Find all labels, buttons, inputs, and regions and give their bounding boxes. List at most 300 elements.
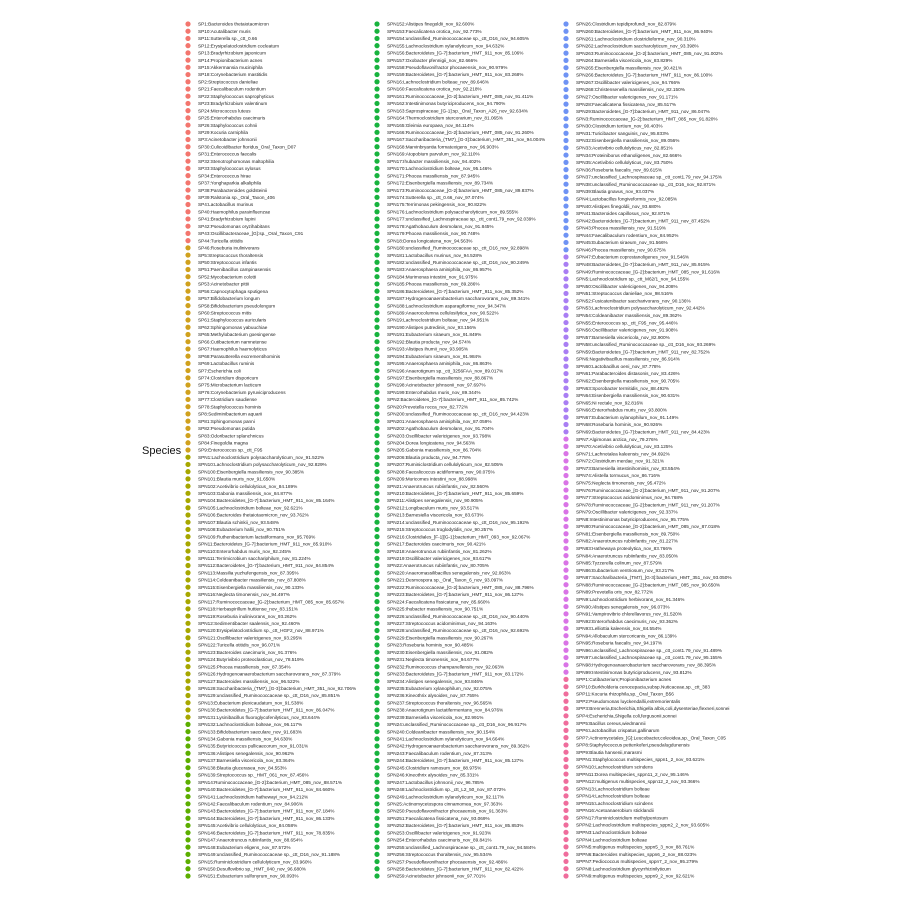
legend-dot <box>374 592 379 597</box>
legend-dot <box>374 736 379 741</box>
legend-label: SPN119:Roseburia inulinivorans_nov_93.262% <box>198 613 297 619</box>
legend-label: SPN3:Ruminococcaceae_[G-2]:bacterium_HMT_085_nov_91.820% <box>576 116 718 122</box>
legend-dot <box>185 570 190 575</box>
legend-dot <box>563 167 568 172</box>
legend-label: SPN254:Enterorhabdus caecimuris_nov_89.841% <box>387 837 492 843</box>
legend-dot <box>185 310 190 315</box>
legend-label: SPPN12:multigenus multispecies_sppn12_2_nov_93.366% <box>576 779 700 785</box>
legend-dot <box>374 527 379 532</box>
legend-label: SPN153:Faecalicatena orotica_nov_92.773% <box>387 28 482 34</box>
legend-dot <box>374 94 379 99</box>
legend-label: SPP7:Actinomycetales_[G]:Leucobacter,coleoidea,sp._Oral_Taxon_C05 <box>576 735 726 741</box>
legend-dot <box>374 512 379 517</box>
legend-dot <box>563 582 568 587</box>
legend-dot <box>374 852 379 857</box>
legend-dot <box>185 224 190 229</box>
legend-label: SPPN8:Lachnoclostridium glycyrrhizinilyticum <box>576 866 671 872</box>
legend-dot <box>563 728 568 733</box>
legend-dot <box>185 736 190 741</box>
legend-dot <box>563 415 568 420</box>
legend-label: SPN82:Anaerotruncus rubiinfantis_nov_81.227% <box>576 538 678 544</box>
legend-dot <box>563 342 568 347</box>
legend-label: SPN157:Oxobacter pfennigii_nov_82.666% <box>387 57 478 63</box>
legend-label: SPN105:Lachnoclostridium bolteae_nov_92.621% <box>198 505 303 511</box>
legend-label: SPPN2:Lachnoclostridium multispecies_sppn2_2_nov_93.605% <box>576 822 710 828</box>
legend-label: SPPN14:Lachnoclostridium bolteae <box>576 793 650 799</box>
legend-label: SPN143:Bacteroidetes_[G-7]:bacterium_HMT_911_nov_87.184% <box>198 808 335 814</box>
legend-label: SPN38:unclassified_Ruminococcaceae sp._ctt_D16_nov_92.871% <box>576 181 716 187</box>
legend-label: SPN18:Dorea longicatena_nov_94.563% <box>387 238 473 244</box>
legend-label: SPN36:Roseburia faecalis_nov_89.615% <box>576 167 662 173</box>
legend-label: SPN152:Alistipes finegoldii_nov_92.600% <box>387 21 475 27</box>
legend-dot <box>374 281 379 286</box>
legend-label: SPN158:Pseudoflavonifractor phocaeensis_nov_90.979% <box>387 65 508 71</box>
legend-label: SPN56:Oscillibacter valericigenes_nov_91.908% <box>576 327 678 333</box>
legend-dot <box>374 274 379 279</box>
legend-dot <box>185 187 190 192</box>
legend-dot <box>374 130 379 135</box>
legend-label: SPN264:Barnesiella viscericola_nov_83.829% <box>576 58 673 64</box>
legend-dot <box>563 655 568 660</box>
legend-dot <box>185 339 190 344</box>
legend-label: SPN258:Bacteroidetes_[G-7]:bacterium_HMT_911_nov_82.422% <box>387 866 524 872</box>
legend-dot <box>563 560 568 565</box>
legend-dot <box>374 808 379 813</box>
legend-dot <box>563 553 568 558</box>
legend-label: SPN34:Proteiniborus ethanoligenes_nov_82.666% <box>576 152 682 158</box>
legend-label: SPN216:Clostridiales_[F-1][G-1]:bacterium_HMT_093_nov_92.067% <box>387 534 531 540</box>
legend-dot <box>374 563 379 568</box>
legend-dot <box>374 209 379 214</box>
legend-dot <box>563 597 568 602</box>
legend-label: SPN217:Bacteroides caecimuris_nov_90.421% <box>387 541 486 547</box>
legend-label: SPN145:Acetivibrio cellulolyticus_nov_84.058% <box>198 823 298 829</box>
legend-label: SPN194:Eubacterium siraeum_nov_91.984% <box>387 353 482 359</box>
legend-label: SPN11:Bacteroidetes_[G-7]:bacterium_HMT_911_nov_85.910% <box>198 541 332 547</box>
legend-label: SP7:Escherichia coli <box>198 368 241 374</box>
legend-label: SPN177:unclassified_Lachnospiraceae sp._ctt_cont1.79_nov_92.039% <box>387 216 536 222</box>
legend-dot <box>374 440 379 445</box>
legend-label: SPN185:Phocea massiliensis_nov_89.286% <box>387 281 480 287</box>
legend-label: SPN109:Ruthenibacterium lactatiformans_nov_95.769% <box>198 534 316 540</box>
legend-label: SPN250:Pseudoflavonifractor phocaeensis_nov_91.363% <box>387 808 508 814</box>
legend-label: SPN134:Gabonia massiliensis_nov_84.630% <box>198 736 293 742</box>
legend-dot <box>185 520 190 525</box>
legend-dot <box>185 115 190 120</box>
legend-label: SPN42:Bacteroidetes_[G-7]:bacterium_HMT_911_nov_87.452% <box>576 218 710 224</box>
legend-dot <box>563 386 568 391</box>
legend-label: SPN196:Anaerotignum sp._ctt_3256FAA_nov_89.017% <box>387 368 504 374</box>
legend-label: SP29:Kocuria carniphila <box>198 130 249 136</box>
legend-label: SPN173:Ruminococcaceae_[G-2]:bacterium_HMT_085_nov_89.837% <box>387 187 534 193</box>
legend-dot <box>374 650 379 655</box>
legend-dot <box>374 664 379 669</box>
legend-dot <box>374 332 379 337</box>
legend-label: SPN8:Intestinimonas butyriciproducens_nov_95.775% <box>576 516 690 522</box>
legend-dot <box>185 426 190 431</box>
legend-label: SPN160:Faecalicatena orotica_nov_92.218% <box>387 86 482 92</box>
legend-dot <box>374 447 379 452</box>
legend-dot <box>185 772 190 777</box>
legend-dot <box>374 599 379 604</box>
legend-label: SP81:Sphingomonas panni <box>198 418 255 424</box>
legend-label: SPN201:Anaerosphaera aminiphila_nov_87.059% <box>387 418 492 424</box>
legend-label: SPPN5:multigenus multispecies_sppn5_3_nov_88.761% <box>576 844 695 850</box>
legend-label: SP12:Erysipelatoclostridium cocleatum <box>198 43 280 49</box>
legend-label: SPN14:Ruminococcaceae_[G-2]:bacterium_HMT_085_nov_88.571% <box>198 779 343 785</box>
legend-label: SPN167:Saccharibacteria_(TM7)_[G-3]:bacterium_HMT_351_nov_94.004% <box>387 137 546 143</box>
legend-dot <box>374 866 379 871</box>
legend-label: SPN108:Eubacterium hallii_nov_90.751% <box>198 527 286 533</box>
legend-label: SPN166:Ruminococcaceae_[G-2]:bacterium_HMT_085_nov_91.260% <box>387 130 534 136</box>
legend-label: SPN112:Bacteroidetes_[G-7]:bacterium_HMT_911_nov_84.854% <box>198 563 335 569</box>
legend-dot <box>185 700 190 705</box>
legend-label: SPN52:Fusicatenibacter saccharivorans_nov_90.136% <box>576 298 691 304</box>
legend-dot <box>185 29 190 34</box>
legend-label: SPN46:Phocea massiliensis_nov_90.675% <box>576 247 666 253</box>
legend-dot <box>563 473 568 478</box>
legend-label: SP2:Streptococcus danieliae <box>198 79 258 85</box>
legend-dot <box>374 498 379 503</box>
legend-dot <box>563 786 568 791</box>
legend-label: SPPN9:multigenus multispecies_sppn9_2_nov_92.621% <box>576 873 695 879</box>
legend-label: SPN2:Bacteroidetes_[G-7]:bacterium_HMT_911_nov_85.742% <box>387 397 519 403</box>
legend-dot <box>563 538 568 543</box>
legend-label: SPN51:Streptococcus danieliae_nov_98.516% <box>576 291 674 297</box>
legend-dot <box>374 541 379 546</box>
legend-dot <box>185 390 190 395</box>
legend-dot <box>185 628 190 633</box>
legend-label: SPN137:Barnesiella viscericola_nov_83.364% <box>198 758 295 764</box>
legend-dot <box>374 671 379 676</box>
legend-dot <box>185 758 190 763</box>
legend-dot <box>563 633 568 638</box>
legend-label: SPN66:Enterorhabdus muris_nov_93.800% <box>576 407 667 413</box>
legend-label: SPN176:Lachnoclostridium polysaccharolyticum_nov_89.555% <box>387 209 519 215</box>
legend-label: SPN7:Algimonas arctica_nov_79.276% <box>576 436 658 442</box>
legend-dot <box>563 378 568 383</box>
legend-dot <box>185 816 190 821</box>
legend-dot <box>563 568 568 573</box>
legend-dot <box>185 101 190 106</box>
legend-label: SPP2:Pseudomonas luyckendallii,extremorientalis <box>576 698 681 704</box>
legend-label: SP15:Akkermansia muciniphila <box>198 65 263 71</box>
legend-label: SPN239:Barnesiella viscericola_nov_82.991% <box>387 714 484 720</box>
legend-label: SPN247:Lactobacillus johnsonii_nov_96.785% <box>387 779 484 785</box>
legend-dot <box>374 816 379 821</box>
legend-label: SPP1:Cutibacterium;Propionibacterium acnes <box>576 677 672 683</box>
legend-dot <box>185 484 190 489</box>
legend-title: Species <box>142 445 182 457</box>
legend-label: SP44:Turicella otitidis <box>198 238 243 244</box>
legend-dot <box>185 21 190 26</box>
legend-dot <box>563 495 568 500</box>
legend-label: SPN39:Blautia gnavus_nov_93.037% <box>576 189 655 195</box>
legend-dot <box>374 642 379 647</box>
legend-label: SPN16:Lachnoclostridium bolteae_nov_89.646% <box>387 79 489 85</box>
legend-label: SP32:Stenotrophomonas maltophilia <box>198 158 275 164</box>
legend-label: SP10:Acutalibacter muris <box>198 28 251 34</box>
legend-label: SPN122:Turicella otitidis_nov_96.071% <box>198 642 281 648</box>
legend-label: SPPN10:Lachnoclostridium scindens <box>576 764 653 770</box>
legend-label: SPN59:Bacteroidetes_[G-7]:bacterium_HMT_911_nov_82.752% <box>576 349 710 355</box>
legend-dot <box>185 707 190 712</box>
legend-label: SP22:Staphylococcus saprophyticus <box>198 93 274 99</box>
legend-label: SPP5:Bacillus cereus,wiedmannii <box>576 720 646 726</box>
legend-dot <box>374 830 379 835</box>
legend-label: SPN80:Ruminococcaceae_[G-2]:bacterium_HMT_085_nov_87.018% <box>576 524 721 530</box>
legend-dot <box>185 635 190 640</box>
legend-label: SPN25:Actinomycetospora cinnamomea_nov_97.363% <box>387 801 503 807</box>
legend-label: SPN86:Eubacterium ventriosum_nov_93.217% <box>576 567 674 573</box>
legend-dot <box>374 751 379 756</box>
legend-dot <box>185 693 190 698</box>
legend-dot <box>374 455 379 460</box>
legend-dot <box>563 859 568 864</box>
legend-dot <box>374 585 379 590</box>
legend-dot <box>563 189 568 194</box>
legend-dot <box>185 72 190 77</box>
legend-label: SPN71:Lachnotalea kaleensis_nov_84.692% <box>576 451 670 457</box>
legend-label: SP37:Yonghaparkia alkaliphila <box>198 180 262 186</box>
legend-dot <box>185 765 190 770</box>
legend-label: SPN186:Bacteroidetes_[G-7]:bacterium_HMT_911_nov_85.352% <box>387 288 524 294</box>
legend-dot <box>185 541 190 546</box>
legend-dot <box>374 173 379 178</box>
legend-label: SPN249:Lachnoclostridium xylanolyticum_nov_92.117% <box>387 794 504 800</box>
legend-dot <box>185 433 190 438</box>
legend-label: SP57:Bifidobacterium longum <box>198 296 260 302</box>
legend-label: SPN22:Anaerotruncus rubiinfantis_nov_80.705% <box>387 563 489 569</box>
legend-dot <box>374 21 379 26</box>
legend-dot <box>374 115 379 120</box>
legend-label: SPN195:Anaerosphaera aminiphila_nov_86.863% <box>387 361 492 367</box>
legend-label: SPN234:Alistipes senegalensis_nov_93.846% <box>387 678 484 684</box>
legend-dot <box>185 36 190 41</box>
legend-label: SPN69:Bacteroidetes_[G-7]:bacterium_HMT_911_nov_84.423% <box>576 429 710 435</box>
legend-dot <box>185 837 190 842</box>
legend-dot <box>563 793 568 798</box>
legend-label: SPN197:Eisenbergiella massiliensis_nov_88.867% <box>387 375 494 381</box>
legend-label: SPN146:Bacteroidetes_[G-7]:bacterium_HMT_911_nov_78.835% <box>198 830 335 836</box>
legend-label: SPN58:unclassified_Ruminococcaceae sp._ctt_D16_nov_93.269% <box>576 342 716 348</box>
legend-label: SPP4:Escherichia,Shigella coli,fergusonii,sonnei <box>576 713 677 719</box>
legend-dot <box>563 320 568 325</box>
legend-dot <box>185 678 190 683</box>
legend-label: SP3:Acinetobacter johnsonii <box>198 137 257 143</box>
legend-dot <box>185 289 190 294</box>
legend-dot <box>563 400 568 405</box>
legend-dot <box>185 440 190 445</box>
legend-dot <box>185 94 190 99</box>
legend-label: SPN43:Phocea massiliensis_nov_91.519% <box>576 225 666 231</box>
legend-dot <box>185 79 190 84</box>
legend-label: SPN238:Anaerotignum lactatifermentans_nov_84.976% <box>387 707 504 713</box>
legend-dot <box>374 202 379 207</box>
legend-dot <box>185 491 190 496</box>
legend-label: SPN205:Gabonia massiliensis_nov_86.704% <box>387 447 482 453</box>
legend-label: SPN193:Alistipes ihumii_nov_93.905% <box>387 346 469 352</box>
legend-label: SPN87:Saccharibacteria_(TM7)_[G-3]:bacterium_HMT_351_nov_93.050% <box>576 575 732 581</box>
legend-dot <box>374 180 379 185</box>
legend-dot <box>563 393 568 398</box>
legend-label: SPPN17:Ruminiclostridium methylpentosum <box>576 815 668 821</box>
legend-dot <box>185 195 190 200</box>
legend-dot <box>374 772 379 777</box>
legend-label: SPN256:Streptococcus thoraltensis_nov_95.534% <box>387 852 493 858</box>
legend-dot <box>374 43 379 48</box>
legend-label: SPN222:Ruminococcaceae_[G-2]:bacterium_HMT_085_nov_88.796% <box>387 584 534 590</box>
legend-dot <box>185 808 190 813</box>
legend-label: SPN129:unclassified_Ruminococcaceae sp._ctt_D16_nov_85.851% <box>198 693 341 699</box>
legend-dot <box>563 80 568 85</box>
legend-label: SPPN1:Staphylococcus multispecies_sppn1_2_nov_93.621% <box>576 757 705 763</box>
legend-label: SPN113:Massilia yuzhufengensis_nov_87.395% <box>198 570 299 576</box>
legend-label: SPN240:Coldeanibacter massiliensis_nov_90.154% <box>387 729 496 735</box>
legend-dot <box>374 382 379 387</box>
legend-label: SPN252:Bacteroidetes_[G-7]:bacterium_HMT_911_nov_85.853% <box>387 823 524 829</box>
legend-dot <box>185 332 190 337</box>
legend-label: SPN110:Enterorhabdus muris_nov_92.245% <box>198 548 292 554</box>
legend-dot <box>563 51 568 56</box>
legend-label: SP51:Paenibacillus campinasensis <box>198 267 271 273</box>
legend-dot <box>563 196 568 201</box>
legend-label: SPN125:Phocea massiliensis_nov_87.354% <box>198 664 291 670</box>
legend-dot <box>563 436 568 441</box>
legend-dot <box>374 484 379 489</box>
legend-dot <box>374 303 379 308</box>
legend-dot <box>563 750 568 755</box>
legend-label: SP4:Lactobacillus murinus <box>198 202 254 208</box>
legend-dot <box>374 231 379 236</box>
legend-label: SPP11:Kocuria rhizophila,sp._Oral_Taxon_B56 <box>576 691 674 697</box>
legend-dot <box>374 686 379 691</box>
legend-label: SPN199:Enterorhabdus muris_nov_89.344% <box>387 389 481 395</box>
legend-dot <box>563 29 568 34</box>
legend-label: SPN162:Intestinimonas butyriciproducens_nov_94.790% <box>387 101 506 107</box>
legend-dot <box>185 159 190 164</box>
legend-label: SPN31:Turicibacter sanguinis_nov_95.833% <box>576 130 669 136</box>
legend-label: SPN221:Desmospora sp._Oral_Taxon_6_nov_93.097% <box>387 577 503 583</box>
legend-dot <box>563 844 568 849</box>
legend-label: SPN83:Hathewaya proteolytica_nov_83.766% <box>576 546 673 552</box>
legend-label: SPN12:Sedimentibacter saalensis_nov_92.460% <box>198 620 301 626</box>
legend-label: SPN179:Phocea massiliensis_nov_90.748% <box>387 231 480 237</box>
legend-dot <box>563 611 568 616</box>
legend-label: SPN118:Herbaspirillum huttiense_nov_83.151% <box>198 606 298 612</box>
legend-label: SPN140:Bacteroidetes_[G-7]:bacterium_HMT_911_nov_84.660% <box>198 787 335 793</box>
legend-label: SPN78:Ruminococcaceae_[G-2]:bacterium_HMT_911_nov_91.207% <box>576 502 720 508</box>
legend-dot <box>563 349 568 354</box>
legend-label: SPN74:Alistella tormucus_nov_86.716% <box>576 473 661 479</box>
legend-dot <box>185 245 190 250</box>
legend-label: SPN154:unclassified_Ruminococcaceae sp._ctt_D16_nov_94.605% <box>387 36 530 42</box>
legend-label: SPPN11:Dorea multispecies_sppn11_2_nov_95.146% <box>576 771 689 777</box>
legend-dot <box>185 592 190 597</box>
legend-dot <box>563 429 568 434</box>
legend-dot <box>185 447 190 452</box>
legend-dot <box>374 505 379 510</box>
legend-dot <box>374 325 379 330</box>
legend-label: SPN62:Eisenbergiella massiliensis_nov_90.705% <box>576 378 680 384</box>
legend-label: SPN111:Terrimicrobium sacchariphilum_nov_81.224% <box>198 556 311 562</box>
legend-dot <box>185 859 190 864</box>
legend-label: SPN135:Butyricicoccus pullicaecorum_nov_91.031% <box>198 743 309 749</box>
legend-label: SPN24:unclassified_Ruminococcaceae sp._ctt_D16_nov_96.917% <box>387 722 527 728</box>
legend-label: SPN4:Lactobacillus fongiveformis_nov_92.085% <box>576 196 678 202</box>
legend-label: SPN84:Anaerotruncus rubiinfantis_nov_83.050% <box>576 553 678 559</box>
legend-label: SPN259:Acinetobacter johnsonii_nov_97.701% <box>387 873 486 879</box>
legend-dot <box>374 678 379 683</box>
legend-dot <box>563 247 568 252</box>
legend-label: SPN207:Ruminiclostridium cellulolyticum_nov_82.505% <box>387 462 504 468</box>
legend-dot <box>374 166 379 171</box>
legend-dot <box>374 317 379 322</box>
legend-label: SPN241:Lachnoclostridium xylanolyticum_nov_94.664% <box>387 736 505 742</box>
legend-dot <box>185 130 190 135</box>
legend-dot <box>185 534 190 539</box>
legend-dot <box>185 505 190 510</box>
legend-dot <box>185 361 190 366</box>
legend-label: SP82:Pseudomonas putida <box>198 426 255 432</box>
legend-dot <box>374 72 379 77</box>
legend-dot <box>563 684 568 689</box>
legend-label: SPN227:Streptococcus acidominimus_nov_94.163% <box>387 620 497 626</box>
legend-dot <box>563 102 568 107</box>
legend-label: SPN218:Anaerotruncus rubiinfantis_nov_81.262% <box>387 548 492 554</box>
legend-label: SPN226:unclassified_Ruminococcaceae sp._ctt_D16_nov_90.440% <box>387 613 530 619</box>
legend-label: SPPN16:Acetoanaerobium sticklandii <box>576 808 654 814</box>
legend-label: SPPN4:Lachnoclostridium bolteae <box>576 837 648 843</box>
legend-dot <box>185 751 190 756</box>
legend-dot <box>563 619 568 624</box>
legend-label: SPP9:Blautia hansenii,marasmi <box>576 749 642 755</box>
legend-label: SPN120:Erysipelatoclostridium sp._ctt_HGF2_nov_88.971% <box>198 628 324 634</box>
legend-label: SP33:Staphylococcus xylosus <box>198 166 261 172</box>
legend-dot <box>563 509 568 514</box>
legend-label: SPN200:unclassified_Ruminococcaceae sp._ctt_D16_nov_94.423% <box>387 411 530 417</box>
legend-label: SPN246:Kineothrix alysoides_nov_85.331% <box>387 772 479 778</box>
legend-label: SPN50:Oscillibacter valericigenes_nov_94.208% <box>576 283 678 289</box>
legend-label: SPN164:Thermoclostridium stercorarium_nov_81.065% <box>387 115 503 121</box>
legend-dot <box>563 327 568 332</box>
legend-label: SP76:Corynebacterium pyruviciproducens <box>198 389 286 395</box>
legend-label: SPN224:Faecalicatena fissicatena_nov_85.660% <box>387 599 490 605</box>
legend-label: SPN242:Hydrogenoanaerobacterium saccharovorans_nov_89.362% <box>387 743 530 749</box>
legend-dot <box>185 780 190 785</box>
legend-label: SPN79:Oscillibacter valericigenes_nov_92.337% <box>576 509 678 515</box>
legend-label: SPN156:Bacteroidetes_[G-7]:bacterium_HMT_911_nov_85.106% <box>387 50 524 56</box>
legend-label: SP75:Microbacterium lacticum <box>198 382 262 388</box>
legend-dot <box>563 852 568 857</box>
legend-dot <box>185 548 190 553</box>
legend-dot <box>185 209 190 214</box>
legend-dot <box>374 224 379 229</box>
legend-dot <box>374 693 379 698</box>
legend-dot <box>185 671 190 676</box>
legend-dot <box>374 837 379 842</box>
legend-label: SPP10:Burkholderia cenocepacia,subsp.Nuticaceae,sp._ctt_383 <box>576 684 710 690</box>
legend-label: SPN21:Anaerotruncus rubiinfantis_nov_82.560% <box>387 483 489 489</box>
legend-label: SPN203:Oscillibacter valericigenes_nov_93.798% <box>387 433 492 439</box>
legend-dot <box>563 764 568 769</box>
legend-label: SP43:Oscillibacteraceae_[G]:sp._Oral_Taxon_C91 <box>198 231 304 237</box>
legend-label: SPN28:Faecalicatena fissicatena_nov_85.517% <box>576 101 677 107</box>
legend-label: SPN15:Ruminiclostridium cellulolyticum_nov_83.960% <box>198 859 312 865</box>
legend-label: SP21:Faecalibaculum rodentium <box>198 86 266 92</box>
legend-label: SPN73:Barnesiella intestinihominis_nov_83.554% <box>576 465 680 471</box>
legend-dot <box>374 801 379 806</box>
